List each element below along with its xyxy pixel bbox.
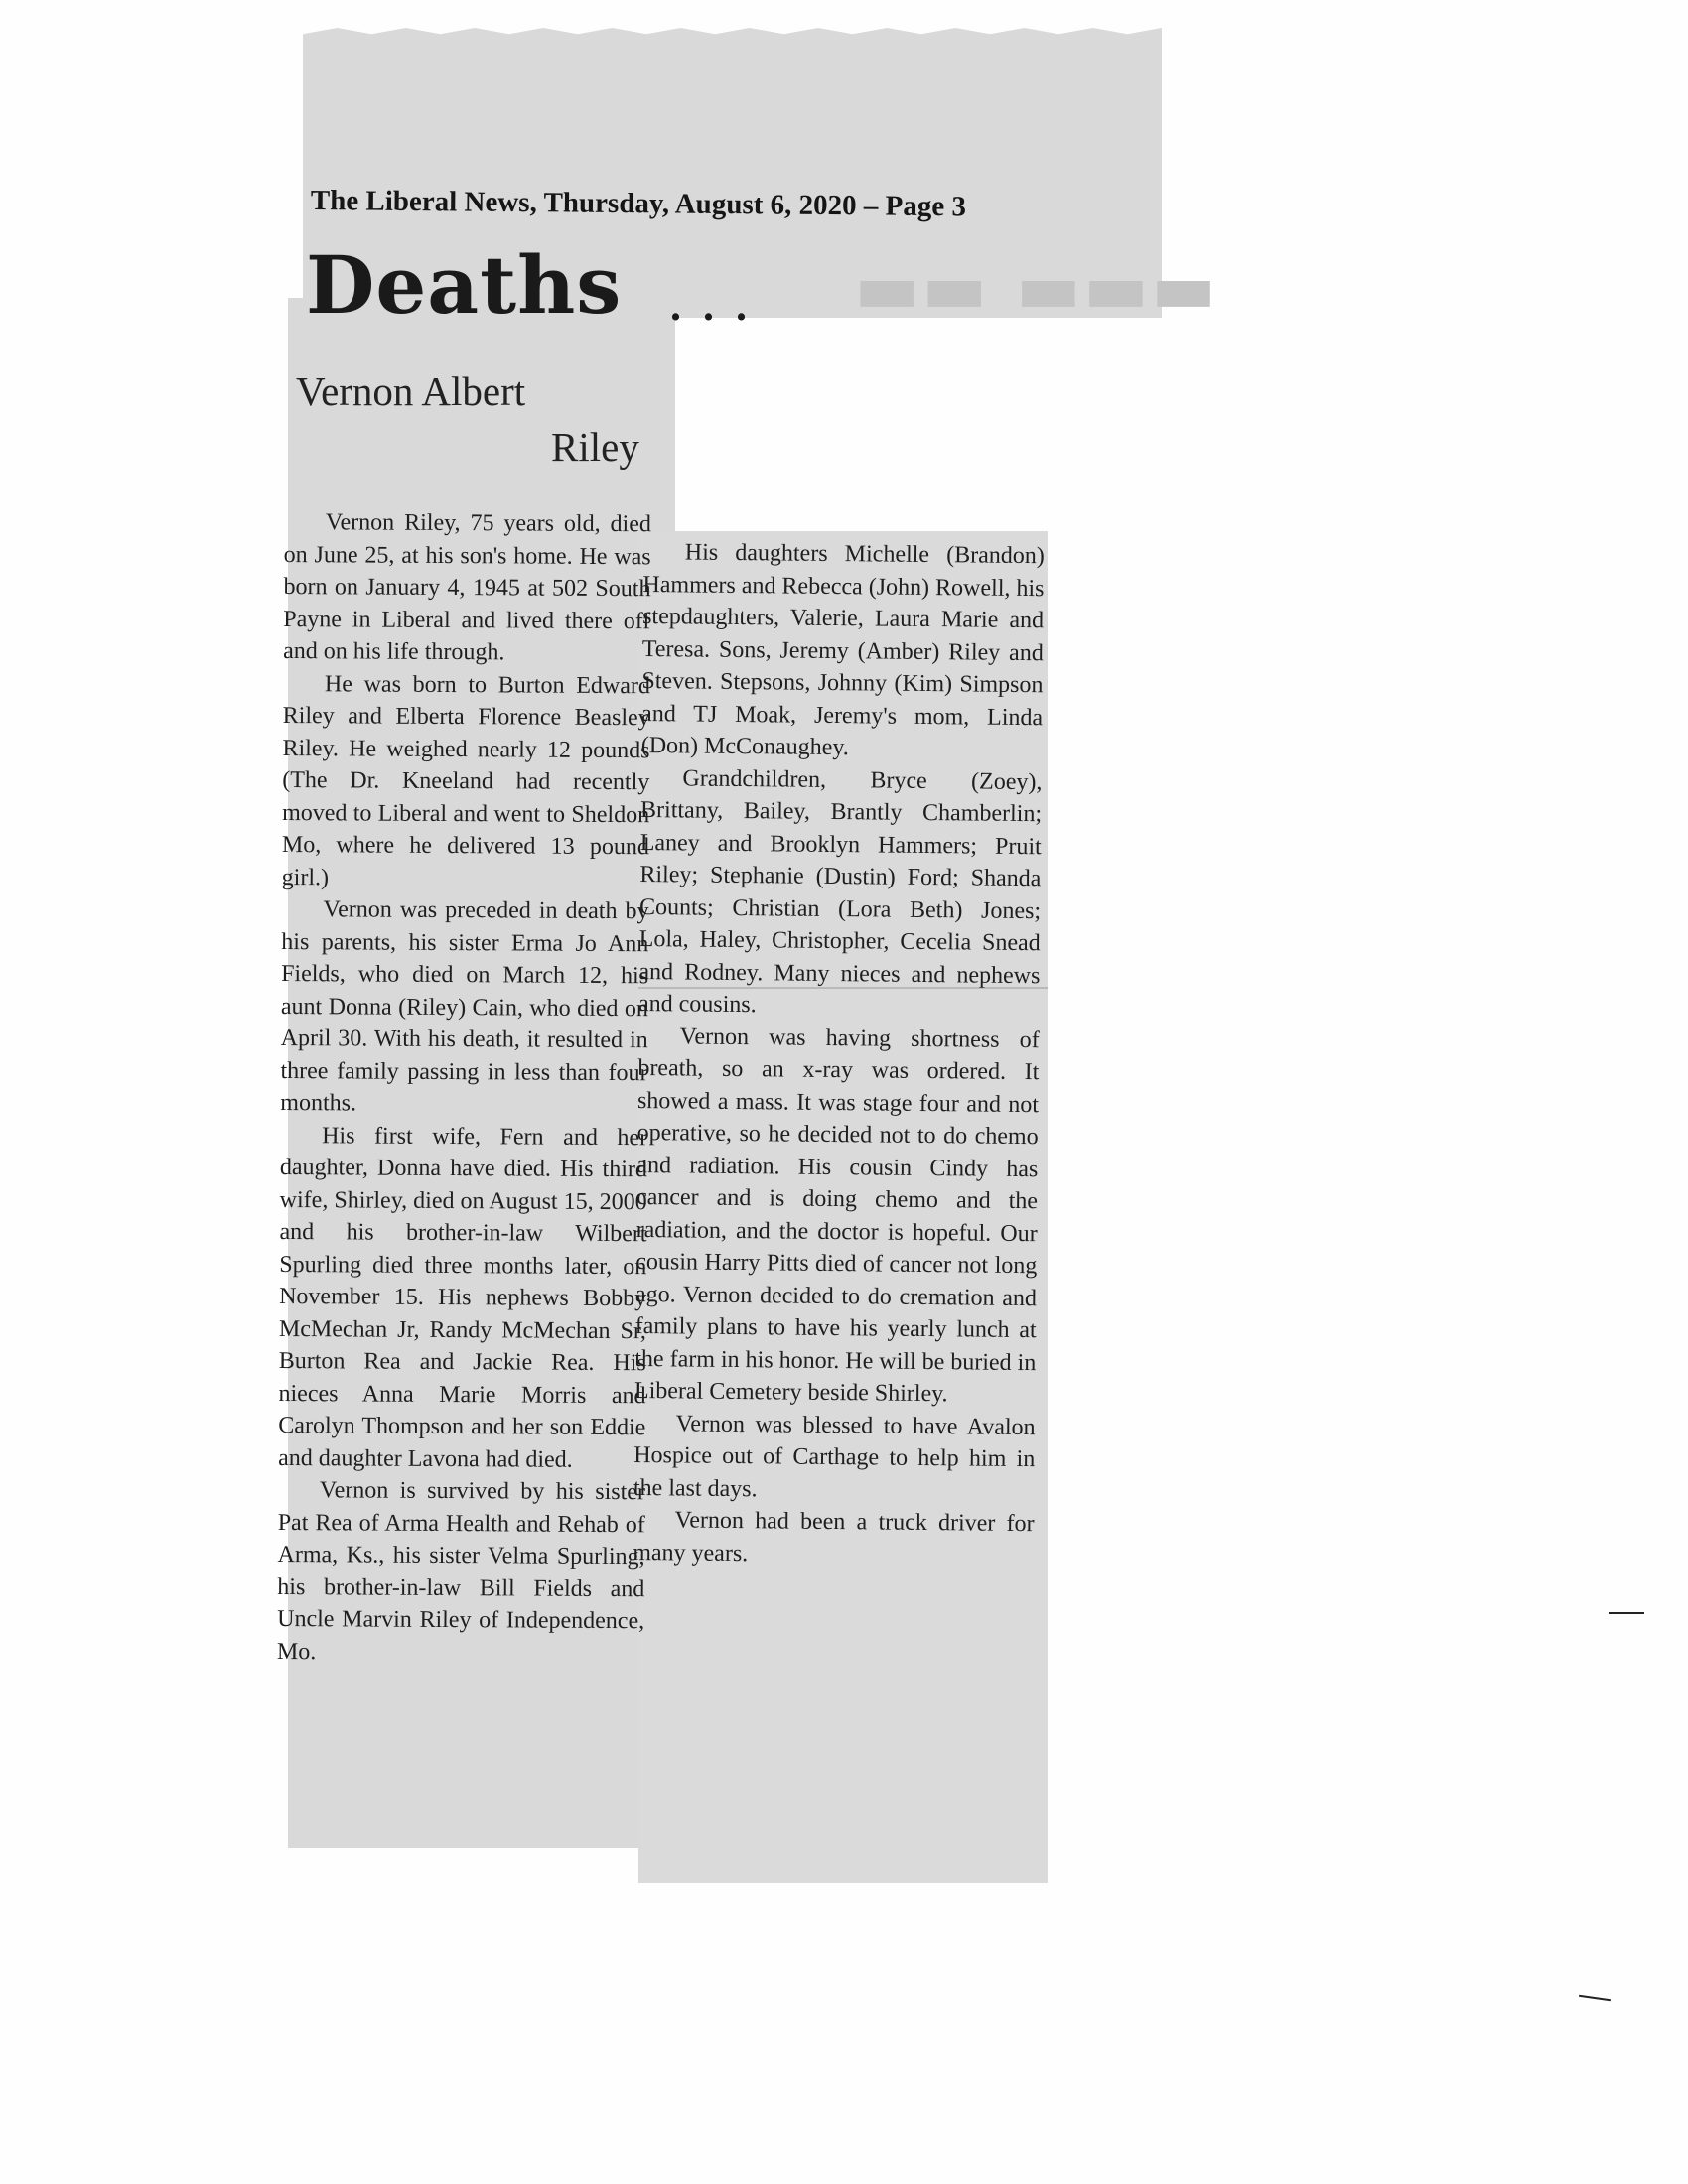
obituary-name-line-2: Riley xyxy=(551,424,639,470)
obituary-name-line-1: Vernon Albert xyxy=(296,368,526,414)
paragraph: Vernon had been a truck driver for many years. xyxy=(633,1507,1035,1567)
scan-mark xyxy=(1609,1612,1644,1614)
paragraph: Vernon Riley, 75 years old, died on June 25, at his son's home. He was born on January 4, 1945 at 502 South Payne in Liberal and lived there off and on his life through. xyxy=(283,509,651,666)
obituary-right-column xyxy=(633,536,1045,1572)
section-title: Deaths xyxy=(306,238,623,332)
cut-out-area xyxy=(675,318,1172,526)
bleed-through-text: ▬▬ ▬▬▬ xyxy=(854,246,1219,329)
paragraph: Vernon was preceded in death by his parents, his sister Erma Jo Ann Fields, who died on March 12, his aunt Donna (Riley) Cain, who died on April 30. With his death, it resulted in three family passing in less than four months. xyxy=(280,896,649,1117)
obituary-left-column xyxy=(277,506,651,1670)
paragraph: Vernon was blessed to have Avalon Hospice out of Carthage to help him in the last days. xyxy=(633,1410,1036,1502)
newspaper-masthead: The Liberal News, Thursday, August 6, 2020 – Page 3 xyxy=(310,185,967,223)
paragraph: He was born to Burton Edward Riley and Elberta Florence Beasley Riley. He weighed nearly 12 pounds (The Dr. Kneeland had recently moved to Liberal and went to Sheldon Mo, where he delivered 13 pound girl.) xyxy=(281,670,650,890)
paragraph: Vernon is survived by his sister Pat Rea of Arma Health and Rehab of Arma, Ks., his sister Velma Spurling, his brother-in-law Bill Fields and Uncle Marvin Riley of Independence, Mo. xyxy=(276,1477,646,1665)
paragraph: Grandchildren, Bryce (Zoey), Brittany, Bailey, Brantly Chamberlin; Laney and Brooklyn Hammers; Pruit Riley; Stephanie (Dustin) Ford; Shanda Counts; Christian (Lora Beth) Jones; Lola, Haley, Christopher, Cecelia Snead and Rodney. Many nieces and nephews and cousins. xyxy=(637,764,1043,1019)
paragraph: His first wife, Fern and her daughter, Donna have died. His third wife, Shirley, died on August 15, 2000 and his brother-in-law Wilbert Spurling died three months later, on November 15. His nephews Bobby McMechan Jr, Randy McMechan Sr, Burton Rea and Jackie Rea. His nieces Anna Marie Morris and Carolyn Thompson and her son Eddie and daughter Lavona had died. xyxy=(278,1122,648,1473)
section-title-ellipsis: ... xyxy=(670,281,769,330)
scan-mark xyxy=(1579,1995,1611,2001)
paragraph: His daughters Michelle (Brandon) Hammers and Rebecca (John) Rowell, his stepdaughters, Valerie, Laura Marie and Teresa. Sons, Jeremy (Amber) Riley and Steven. Stepsons, Johnny (Kim) Simpson and TJ Moak, Jeremy's mom, Linda (Don) McConaughey. xyxy=(640,539,1045,761)
paragraph: Vernon was having shortness of breath, so an x-ray was ordered. It showed a mass. It was stage four and not operative, so he decided not to do chemo and radiation. His cousin Cindy has cancer and is doing chemo and the radiation, and the doctor is hopeful. Our cousin Harry Pitts died of cancer not long ago. Vernon decided to do cremation and family plans to have his yearly lunch at the farm in his honor. He will be buried in Liberal Cemetery beside Shirley. xyxy=(633,1023,1040,1408)
